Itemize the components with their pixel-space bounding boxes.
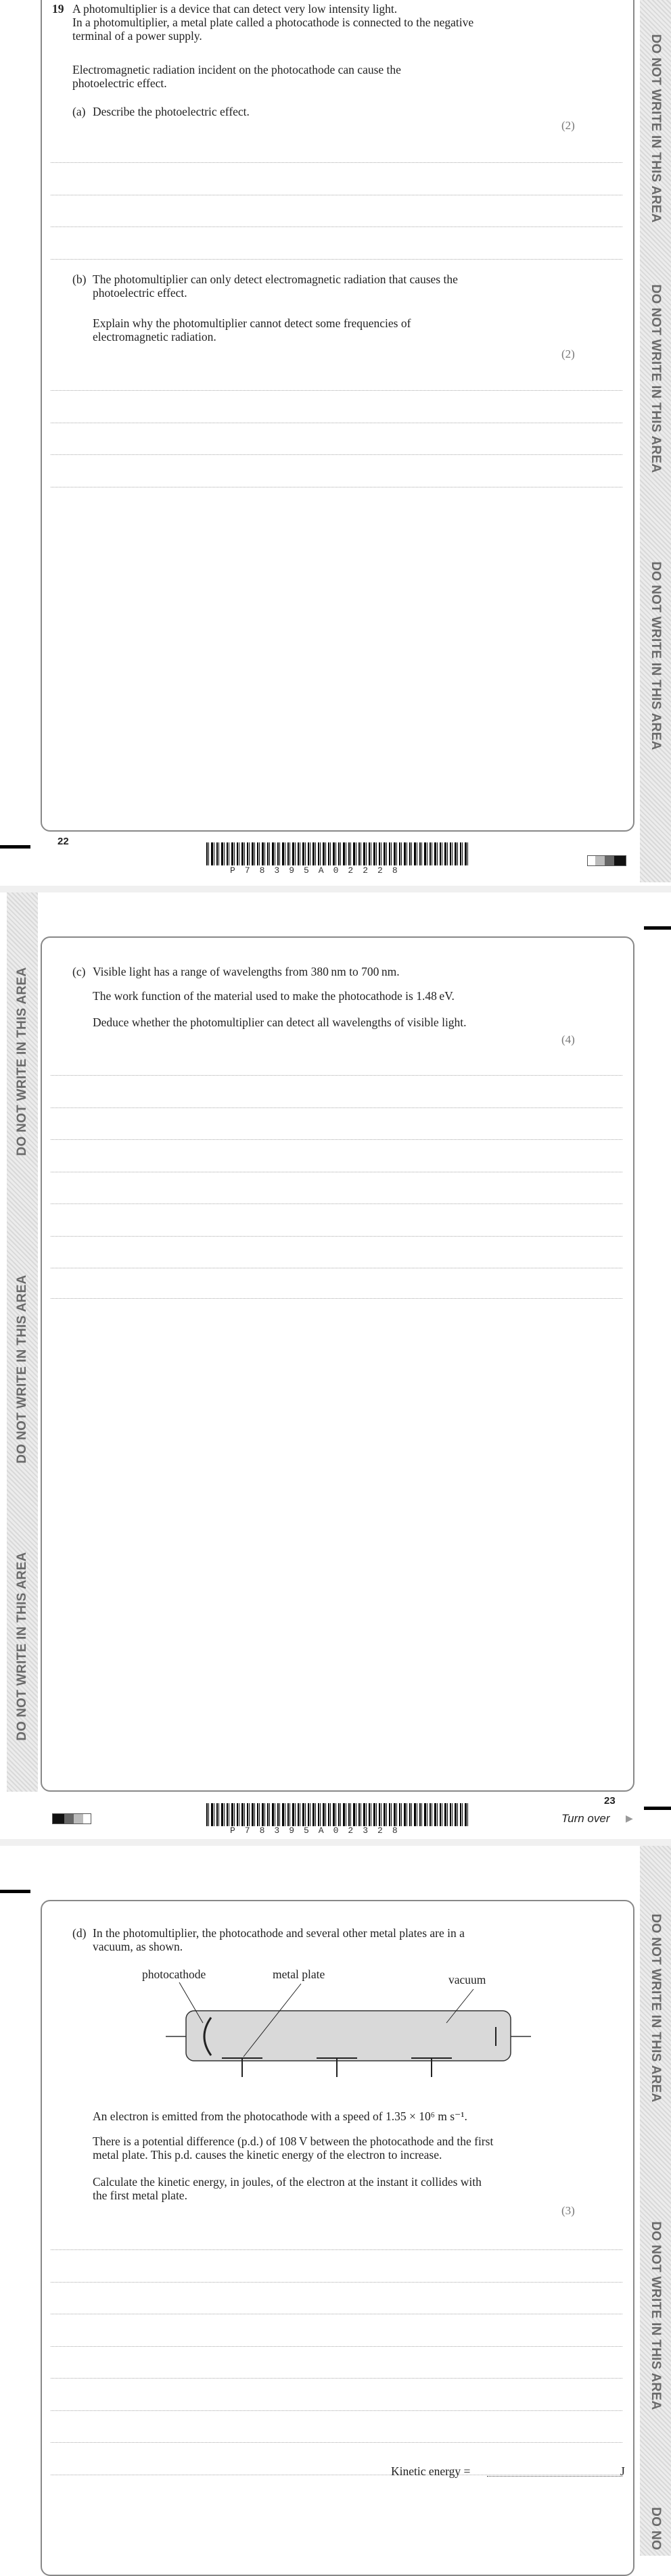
part-d-question: metal plate. This p.d. causes the kinetic energy of the electron to increase. bbox=[93, 2148, 442, 2162]
page-number: 23 bbox=[604, 1795, 616, 1807]
page-22 bbox=[0, 0, 671, 886]
barcode bbox=[206, 1803, 470, 1826]
barcode-text: P78395A02328 bbox=[230, 1826, 407, 1836]
page-23 bbox=[0, 892, 671, 1839]
part-label: (c) bbox=[72, 965, 86, 978]
part-d-question: vacuum, as shown. bbox=[93, 1940, 183, 1953]
barcode bbox=[206, 842, 470, 865]
barcode-text: P78395A02228 bbox=[230, 865, 407, 876]
do-not-write-label: DO NOT WRITE IN THIS AREA bbox=[15, 1552, 29, 1741]
kinetic-energy-label: Kinetic energy = bbox=[391, 2464, 471, 2478]
part-label: (a) bbox=[72, 105, 86, 118]
diagram-graphic bbox=[162, 1967, 541, 2082]
do-not-write-label: DO NOT WRITE IN THIS AREA bbox=[649, 1913, 663, 2103]
answer-line[interactable] bbox=[51, 1139, 622, 1140]
label-vacuum: vacuum bbox=[448, 1973, 486, 1986]
do-not-write-margin bbox=[640, 1846, 671, 2556]
do-not-write-margin bbox=[7, 892, 38, 1792]
part-d-question: There is a potential difference (p.d.) of 108 V between the photocathode and the first bbox=[93, 2134, 494, 2148]
marks-indicator: (2) bbox=[561, 119, 575, 132]
page-24 bbox=[0, 1846, 671, 2556]
unit-label: J bbox=[620, 2464, 625, 2478]
answer-line[interactable] bbox=[51, 1107, 622, 1108]
answer-line[interactable] bbox=[51, 390, 622, 391]
page-gap bbox=[0, 1839, 671, 1846]
answer-line[interactable] bbox=[51, 454, 622, 455]
registration-square bbox=[52, 1813, 91, 1824]
part-b-question: electromagnetic radiation. bbox=[93, 330, 216, 343]
part-b-question: Explain why the photomultiplier cannot detect some frequencies of bbox=[93, 316, 411, 330]
answer-line[interactable] bbox=[51, 2346, 622, 2347]
registration-mark bbox=[0, 845, 30, 849]
registration-mark bbox=[644, 926, 671, 930]
do-not-write-label: DO NOT WRITE IN THIS AREA bbox=[15, 1274, 29, 1464]
answer-line[interactable] bbox=[51, 2442, 622, 2443]
answer-line[interactable] bbox=[51, 1075, 622, 1076]
intro-text: A photomultiplier is a device that can detect very low intensity light. bbox=[72, 2, 398, 16]
part-b-question: The photomultiplier can only detect electromagnetic radiation that causes the bbox=[93, 272, 458, 286]
registration-square bbox=[587, 855, 626, 866]
part-c-question: The work function of the material used to make the photocathode is 1.48 eV. bbox=[93, 989, 455, 1003]
answer-line[interactable] bbox=[51, 1298, 622, 1299]
part-c-question: Visible light has a range of wavelengths from 380 nm to 700 nm. bbox=[93, 965, 400, 978]
photomultiplier-diagram bbox=[142, 1967, 541, 2082]
answer-line[interactable] bbox=[51, 1236, 622, 1237]
do-not-write-label: DO NOT WRITE IN THIS AREA bbox=[15, 967, 29, 1156]
do-not-write-label: DO NOT WRITE IN THIS AREA bbox=[649, 34, 663, 223]
answer-frame bbox=[41, 0, 634, 832]
part-d-question: An electron is emitted from the photocathode with a speed of 1.35 × 10⁶ m s⁻¹. bbox=[93, 2109, 467, 2123]
answer-line[interactable] bbox=[51, 2378, 622, 2379]
label-photocathode: photocathode bbox=[142, 1967, 206, 1981]
marks-indicator: (4) bbox=[561, 1033, 575, 1046]
do-not-write-label: DO NOT WRITE IN THIS AREA bbox=[649, 284, 663, 473]
part-d-question: Calculate the kinetic energy, in joules, of the electron at the instant it collides with bbox=[93, 2175, 482, 2189]
answer-line[interactable] bbox=[51, 1203, 622, 1204]
part-d-question: the first metal plate. bbox=[93, 2189, 187, 2202]
answer-line[interactable] bbox=[51, 162, 622, 163]
turn-over-arrow-icon: ▶ bbox=[626, 1814, 633, 1824]
answer-line[interactable] bbox=[51, 2249, 622, 2250]
answer-line[interactable] bbox=[51, 259, 622, 260]
page-gap bbox=[0, 886, 671, 892]
intro-text: photoelectric effect. bbox=[72, 76, 167, 90]
page-number: 22 bbox=[57, 836, 69, 847]
part-d-question: In the photomultiplier, the photocathode and several other metal plates are in a bbox=[93, 1926, 465, 1940]
marks-indicator: (3) bbox=[561, 2204, 575, 2217]
question-number: 19 bbox=[52, 2, 64, 16]
answer-line[interactable] bbox=[51, 2282, 622, 2283]
do-not-write-margin bbox=[640, 0, 671, 882]
answer-frame bbox=[41, 936, 634, 1792]
registration-mark bbox=[644, 1807, 671, 1810]
kinetic-energy-answer-field[interactable] bbox=[487, 2476, 622, 2477]
registration-mark bbox=[0, 1890, 30, 1893]
answer-line[interactable] bbox=[51, 2410, 622, 2411]
part-label: (b) bbox=[72, 272, 87, 286]
intro-text: terminal of a power supply. bbox=[72, 29, 202, 43]
do-not-write-label: DO NOT WRITE IN THIS AREA bbox=[649, 561, 663, 750]
do-not-write-label: DO NOT WRITE IN THIS AREA bbox=[649, 2221, 663, 2410]
answer-line[interactable] bbox=[51, 226, 622, 227]
part-label: (d) bbox=[72, 1926, 87, 1940]
label-metal-plate: metal plate bbox=[273, 1967, 325, 1981]
turn-over-label: Turn over bbox=[561, 1812, 610, 1825]
part-c-question: Deduce whether the photomultiplier can detect all wavelengths of visible light. bbox=[93, 1016, 467, 1029]
part-b-question: photoelectric effect. bbox=[93, 286, 187, 300]
part-a-question: Describe the photoelectric effect. bbox=[93, 105, 250, 118]
intro-text: Electromagnetic radiation incident on the photocathode can cause the bbox=[72, 63, 401, 76]
marks-indicator: (2) bbox=[561, 348, 575, 360]
do-not-write-label: DO NO bbox=[649, 2507, 663, 2550]
intro-text: In a photomultiplier, a metal plate called a photocathode is connected to the negative bbox=[72, 16, 474, 29]
